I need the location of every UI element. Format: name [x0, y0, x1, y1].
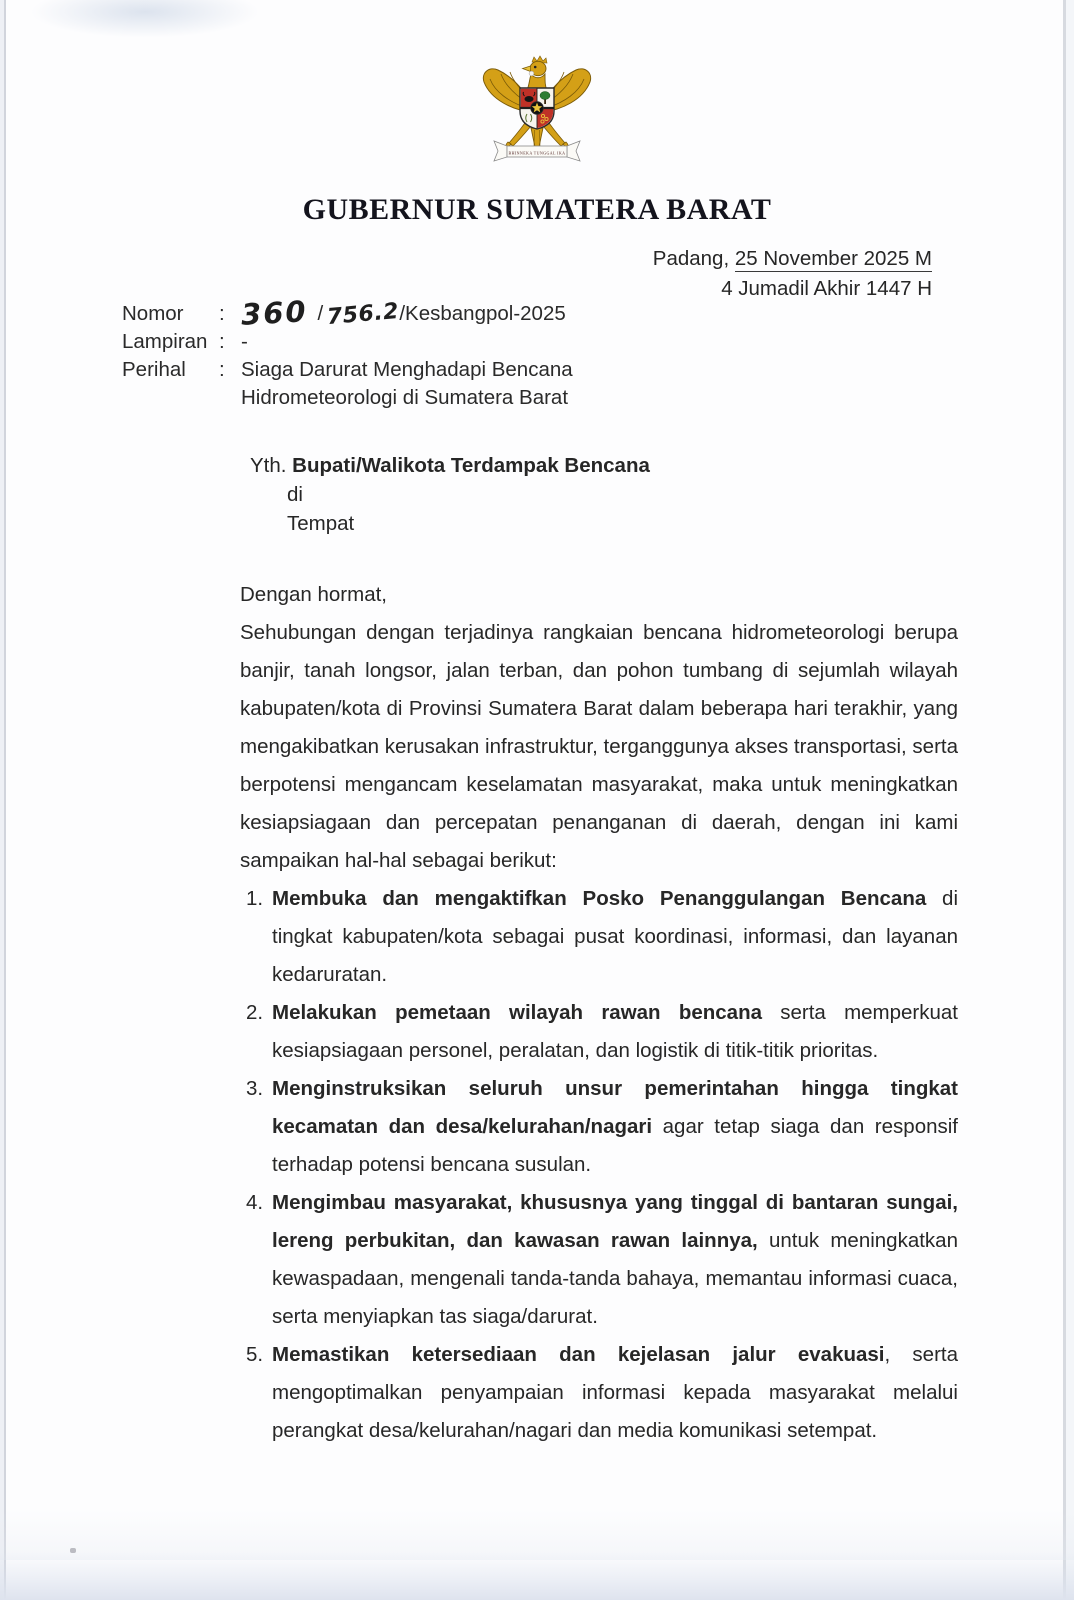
item-rest-text: agar tetap siaga dan responsif terhadap potensi bencana susulan. — [272, 1115, 958, 1176]
letterhead-title: GUBERNUR SUMATERA BARAT — [302, 193, 772, 226]
item-rest-text: di tingkat kabupaten/kota sebagai pusat koordinasi, informasi, dan layanan kedaruratan. — [272, 887, 959, 986]
item-number: 2. — [246, 1001, 264, 1024]
pancasila-shield — [520, 88, 554, 129]
dateline-hijri: 4 Jumadil Akhir 1447 H — [721, 277, 932, 300]
addressee-prefix: Yth. — [250, 454, 293, 477]
salutation: Dengan hormat, — [240, 583, 388, 606]
banteng-symbol — [525, 96, 534, 102]
dateline — [653, 244, 932, 304]
nomor-label: Nomor — [122, 302, 184, 325]
nomor-printed: /Kesbangpol-2025 — [399, 302, 566, 325]
scan-right-edge-band — [1066, 0, 1074, 1600]
lampiran-label: Lampiran — [122, 330, 208, 353]
opening-paragraph: Sehubungan dengan terjadinya rangkaian bencana hidrometeorologi berupa banjir, tanah longsor, jalan terban, dan pohon tumbang di sejumlah wilayah kabupaten/kota di Provinsi Sumatera Barat dalam beberapa hari terakhir, yang mengakibatkan kerusakan infrastruktur, terganggunya akses transportasi, serta berpotensi mengancam keselamatan masyarakat, maka untuk meningkatkan kesiapsiagaan dan percepatan penanganan di daerah, dengan ini kami sampaikan hal-hal sebagai berikut: — [240, 621, 958, 872]
garuda-emblem-svg — [475, 54, 599, 174]
nomor-slash: / — [317, 302, 324, 325]
addressee-line3: Tempat — [287, 512, 355, 535]
list-item — [240, 880, 958, 994]
reference-block — [122, 294, 573, 412]
scan-left-edge-line — [4, 0, 6, 1600]
item-rest-text: serta memperkuat kesiapsiagaan personel, peralatan, dan logistik di titik-titik prioritas. — [272, 1001, 958, 1062]
item-bold-text: Membuka dan mengaktifkan Posko Penanggulangan Bencana — [272, 887, 927, 910]
garuda-beak — [523, 66, 531, 72]
list-item — [240, 1336, 958, 1450]
perihal-label: Perihal — [122, 358, 186, 381]
garuda-eye — [534, 66, 537, 69]
item-number: 3. — [246, 1077, 264, 1100]
lampiran-value: - — [241, 330, 248, 353]
item-number: 1. — [246, 887, 264, 910]
item-rest-text: , serta mengoptimalkan penyampaian informasi kepada masyarakat melalui perangkat desa/kelurahan/nagari dan media komunikasi setempat. — [272, 1343, 958, 1442]
item-number: 4. — [246, 1191, 264, 1214]
nomor-value — [240, 294, 566, 332]
scan-bottom-band — [0, 1552, 1074, 1600]
scan-right-edge-line — [1063, 0, 1066, 1600]
item-number: 5. — [246, 1343, 264, 1366]
garuda-pancasila-emblem — [475, 54, 599, 179]
dateline-place: Padang, — [652, 247, 735, 270]
addressee-line1 — [250, 451, 650, 480]
nomor-colon: : — [219, 302, 225, 325]
handwritten-code: 756.2 — [326, 298, 401, 331]
motto-text: BHINNEKA TUNGGAL IKA — [508, 150, 566, 156]
garuda-tail — [531, 128, 543, 147]
scan-corner-smudge — [30, 0, 260, 38]
item-bold-text: Melakukan pemetaan wilayah rawan bencana — [272, 1001, 762, 1024]
nomor-row — [122, 294, 573, 332]
addressee-line2: di — [287, 483, 303, 506]
letter-body — [240, 576, 958, 1450]
perihal-line2: Hidrometeorologi di Sumatera Barat — [241, 386, 569, 409]
dateline-date-underlined: 25 November 2025 M — [734, 247, 932, 270]
perihal-row — [122, 356, 573, 412]
item-bold-text: Mengimbau masyarakat, khususnya yang tinggal di bantaran sungai, lereng perbukitan, dan kawasan rawan lainnya, — [272, 1191, 958, 1252]
garuda-head — [523, 56, 548, 90]
addressee-block — [250, 451, 650, 538]
dateline-gregorian — [653, 244, 932, 274]
perihal-value — [241, 356, 573, 412]
scan-artifact-dot — [70, 1548, 76, 1553]
list-item — [240, 1184, 958, 1336]
item-rest-text: untuk meningkatkan kewaspadaan, mengenali tanda-tanda bahaya, memantau informasi cuaca, serta menyiapkan tas siaga/darurat. — [272, 1229, 958, 1328]
perihal-line1: Siaga Darurat Menghadapi Bencana — [241, 358, 573, 381]
list-item — [240, 1070, 958, 1184]
lampiran-row — [122, 328, 573, 356]
perihal-colon: : — [219, 358, 225, 381]
instruction-list — [240, 880, 958, 1450]
item-bold-text: Memastikan ketersediaan dan kejelasan jalur evakuasi — [272, 1343, 885, 1366]
handwritten-number: 360 — [240, 294, 309, 332]
addressee-name: Bupati/Walikota Terdampak Bencana — [292, 454, 650, 477]
list-item — [240, 994, 958, 1070]
item-bold-text: Menginstruksikan seluruh unsur pemerintahan hingga tingkat kecamatan dan desa/kelurahan/nagari — [272, 1077, 958, 1138]
lampiran-colon: : — [219, 330, 225, 353]
